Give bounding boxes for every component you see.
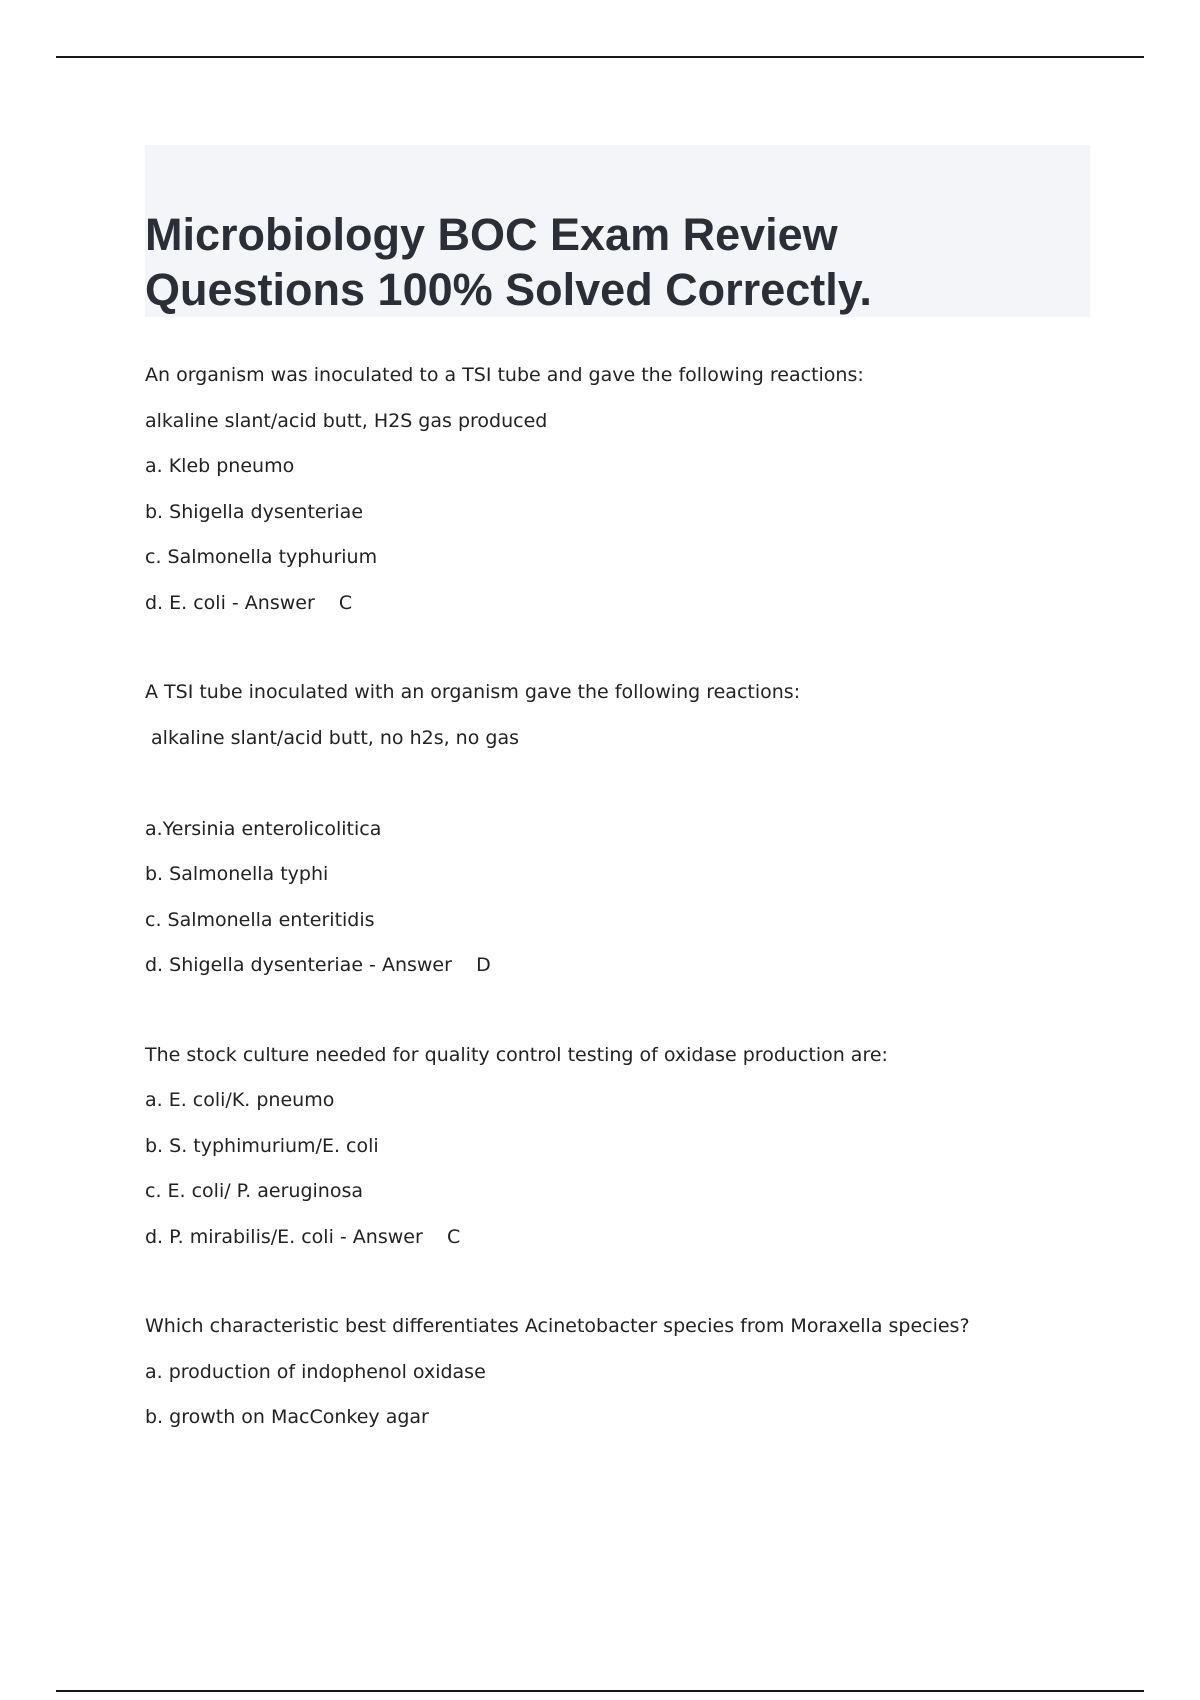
title-line-1: Microbiology BOC Exam Review [145, 209, 838, 260]
question-2 [145, 677, 1105, 996]
bottom-rule [56, 1690, 1144, 1692]
question-stem: The stock culture needed for quality control testing of oxidase production are: [145, 1043, 888, 1066]
option-d-answer: d. Shigella dysenteriae - Answer D [145, 954, 491, 976]
option-a: a. E. coli/K. pneumo [145, 1089, 335, 1111]
question-stem: Which characteristic best differentiates Acinetobacter species from Moraxella species? [145, 1315, 970, 1337]
option-d-answer: d. E. coli - Answer C [145, 591, 353, 614]
question-4 [145, 1311, 1105, 1448]
option-a: a.Yersinia enterolicolitica [145, 817, 382, 840]
document-title [145, 207, 1090, 317]
question-detail: alkaline slant/acid butt, H2S gas produced [145, 409, 548, 432]
option-b: b. growth on MacConkey agar [145, 1406, 429, 1428]
option-c: c. Salmonella enteritidis [145, 908, 375, 931]
questions-list [145, 360, 1105, 1492]
option-b: b. S. typhimurium/E. coli [145, 1134, 379, 1157]
option-c: c. E. coli/ P. aeruginosa [145, 1180, 363, 1202]
question-3 [145, 1040, 1105, 1268]
option-a: a. production of indophenol oxidase [145, 1360, 486, 1383]
option-d-answer: d. P. mirabilis/E. coli - Answer C [145, 1225, 461, 1248]
top-rule [56, 56, 1144, 58]
question-stem: An organism was inoculated to a TSI tube and gave the following reactions: [145, 364, 864, 386]
option-b: b. Salmonella typhi [145, 863, 329, 885]
question-detail: alkaline slant/acid butt, no h2s, no gas [145, 726, 519, 749]
option-b: b. Shigella dysenteriae [145, 500, 364, 523]
question-1 [145, 360, 1105, 633]
option-c: c. Salmonella typhurium [145, 546, 378, 568]
title-line-2: Questions 100% Solved Correctly. [145, 264, 872, 315]
question-stem: A TSI tube inoculated with an organism gave the following reactions: [145, 681, 801, 703]
blank-line [145, 768, 1105, 814]
option-a: a. Kleb pneumo [145, 455, 295, 477]
